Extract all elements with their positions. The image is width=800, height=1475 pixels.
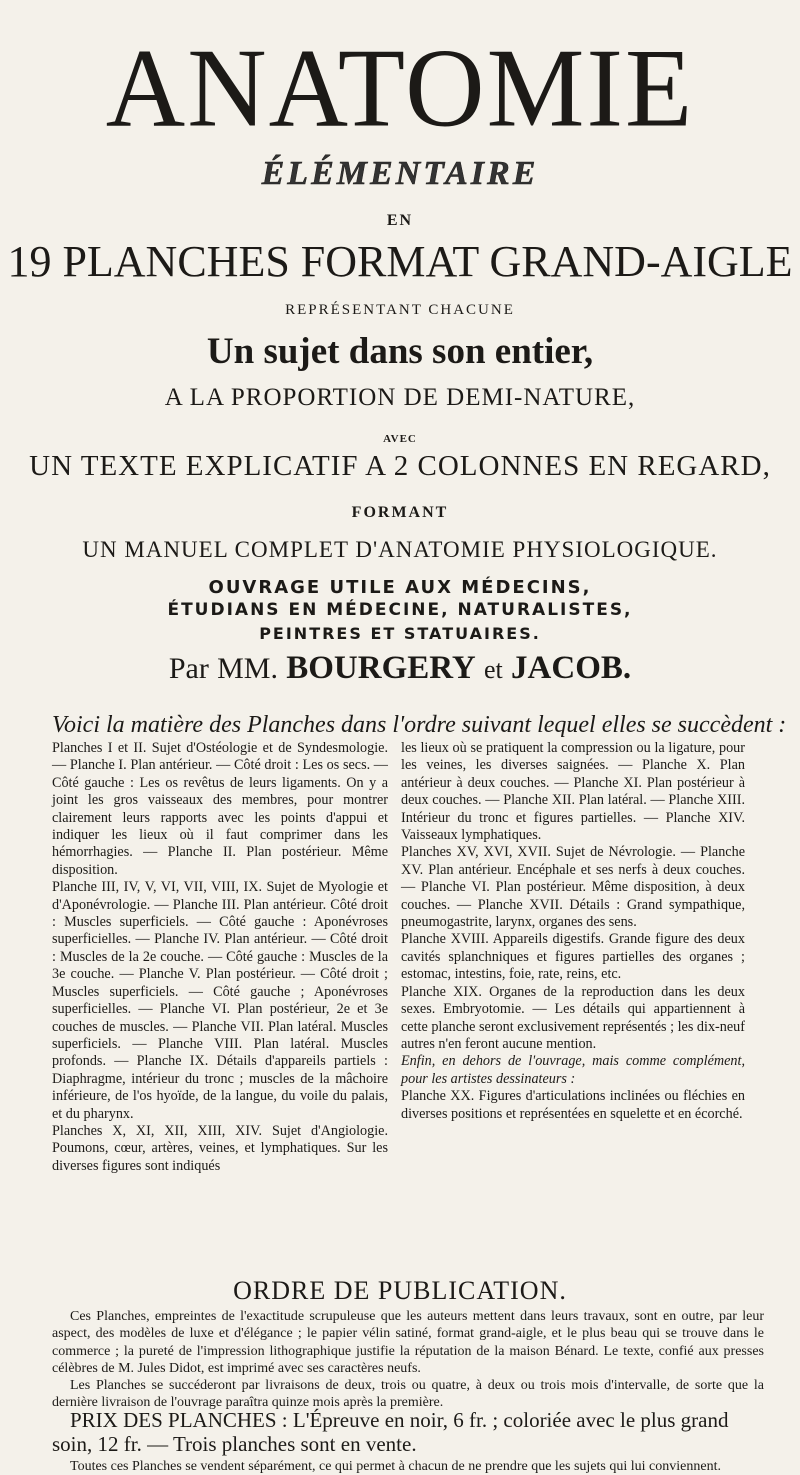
toutes-line: Toutes ces Planches se vendent séparément, ce qui permet à chacun de ne prendre que les sujets qui lui conviennent. (70, 1459, 721, 1474)
representant-label: REPRÉSENTANT CHACUNE (285, 302, 515, 318)
author-jacob: JACOB. (511, 650, 632, 686)
planches-heading: 19 PLANCHES FORMAT GRAND-AIGLE (7, 237, 793, 286)
left-paragraph: Planches X, XI, XII, XIII, XIV. Sujet d'Angiologie. Poumons, cœur, artères, veines, et lymphatiques. Sur les diverses figures sont indiqués (52, 1122, 388, 1174)
proportion-line: A LA PROPORTION DE DEMI-NATURE, (164, 384, 636, 411)
mm-label: MM. (217, 652, 278, 685)
manuel-line: UN MANUEL COMPLET D'ANATOMIE PHYSIOLOGIQUE. (82, 537, 718, 562)
texte-line: UN TEXTE EXPLICATIF A 2 COLONNES EN REGARD, (29, 450, 771, 482)
en-label: EN (386, 212, 414, 229)
author-bourgery: BOURGERY (286, 650, 476, 686)
prix-line: PRIX DES PLANCHES : L'Épreuve en noir, 6 fr. ; coloriée avec le plus grand soin, 12 fr. — Trois planches sont en vente. (52, 1408, 729, 1456)
sujet-heading: Un sujet dans son entier, (206, 331, 594, 372)
ouvrage-line-2: ÉTUDIANS EN MÉDECINE, NATURALISTES, (167, 600, 633, 620)
publication-paragraph: Ces Planches, empreintes de l'exactitude scrupuleuse que les auteurs mettent dans leurs travaux, sont en outre, par leur aspect, des modèles de luxe et d'élégance ; le papier vélin satiné, format grand-aigle, et le plus beau qui se trouve dans le commerce ; la pureté de l'impression lithographique justifie la réputation de la maison Bénard. Le texte, confié aux presses célèbres de M. Jules Didot, est imprimé avec ses caractères neufs. (52, 1309, 764, 1376)
authors-line (0, 648, 800, 690)
right-paragraph: les lieux où se pratiquent la compression ou la ligature, pour les veines, les diverses saignées. — Planche X. Plan antérieur à deux couches. — Planche XI. Plan postérieur à deux couches. — Planche XII. Plan latéral. — Planche XIII. Intérieur du tronc et figures partielles. — Planche XIV. Vaisseaux lymphatiques. (401, 740, 745, 844)
avec-label: AVEC (383, 433, 417, 445)
formant-label: FORMANT (351, 504, 449, 521)
par-label: Par (168, 652, 209, 685)
left-paragraph: Planches I et II. Sujet d'Ostéologie et de Syndesmologie. — Planche I. Plan antérieur. — Côté droit : Les os secs. — Côté gauche : Les os revêtus de leurs ligaments. On y a joint les gros vaisseaux des membres, pour montrer clairement leurs rapports avec les points d'appui et indiquer les lieux où il faut comprimer dans les hémorrhagies. — Planche II. Plan postérieur. Même disposition. (52, 740, 388, 878)
left-paragraph: Planche III, IV, V, VI, VII, VIII, IX. Sujet de Myologie et d'Aponévrologie. — Planche III. Plan antérieur. Côté droit : Muscles superficiels. — Côté gauche : Aponévroses superficielles. — Planche IV. Plan antérieur. — Côté droit : Muscles de la 2e couche. — Côté gauche : Muscles de la 3e couche. — Planche V. Plan postérieur. — Côté droit ; Muscles superficiels. — Côté gauche ; Aponévroses superficielles. — Planche VI. Plan postérieur, 2e et 3e couches de muscles. — Planche VII. Plan latéral. Muscles superficiels. — Planche VIII. Plan latéral. Muscles profonds. — Planche IX. Détails d'appareils partiels : Diaphragme, intérieur du tronc ; muscles de la mâchoire inférieure, de l'os hyoïde, de la langue, du voile du palais, et du pharynx. (52, 879, 388, 1122)
et-label: et (484, 655, 503, 684)
ordre-heading: ORDRE DE PUBLICATION. (233, 1276, 567, 1305)
right-paragraph: Enfin, en dehors de l'ouvrage, mais comme complément, pour les artistes dessinateurs : (401, 1053, 745, 1087)
intro-line: Voici la matière des Planches dans l'ordre suivant lequel elles se succèdent : (52, 712, 787, 738)
right-paragraph: Planches XV, XVI, XVII. Sujet de Névrologie. — Planche XV. Plan antérieur. Encéphale et ses nerfs à deux couches. — Planche VI. Plan postérieur. Même disposition, à deux couches. — Planche XVII. Détails : Grand sympathique, pneumogastrite, larynx, organes des sens. (401, 844, 745, 931)
publication-paragraph: Les Planches se succéderont par livraisons de deux, trois ou quatre, à deux ou trois mois d'intervalle, de sorte que la dernière livraison de l'ouvrage paraîtra quinze mois après la première. (52, 1378, 764, 1411)
right-paragraph: Planche XX. Figures d'articulations inclinées ou fléchies en diverses positions et représentées en squelette et en écorché. (401, 1088, 745, 1122)
ouvrage-line-1: OUVRAGE UTILE AUX MÉDECINS, (208, 577, 592, 598)
right-paragraph: Planche XIX. Organes de la reproduction dans les deux sexes. Embryotomie. — Les détails qui appartiennent à cette planche seront exclusivement représentés ; les dix-neuf autres n'en feront aucune mention. (401, 983, 745, 1052)
subtitle: ÉLÉMENTAIRE (261, 155, 539, 192)
ouvrage-line-3: PEINTRES ET STATUAIRES. (259, 624, 541, 643)
right-column (401, 740, 745, 1123)
page-title: ANATOMIE (105, 25, 695, 151)
right-paragraph: Planche XVIII. Appareils digestifs. Grande figure des deux cavités splanchniques et figures partielles des organes ; estomac, intestins, foie, rate, reins, etc. (401, 931, 745, 983)
publication-text (52, 1308, 764, 1412)
left-column (52, 740, 388, 1175)
